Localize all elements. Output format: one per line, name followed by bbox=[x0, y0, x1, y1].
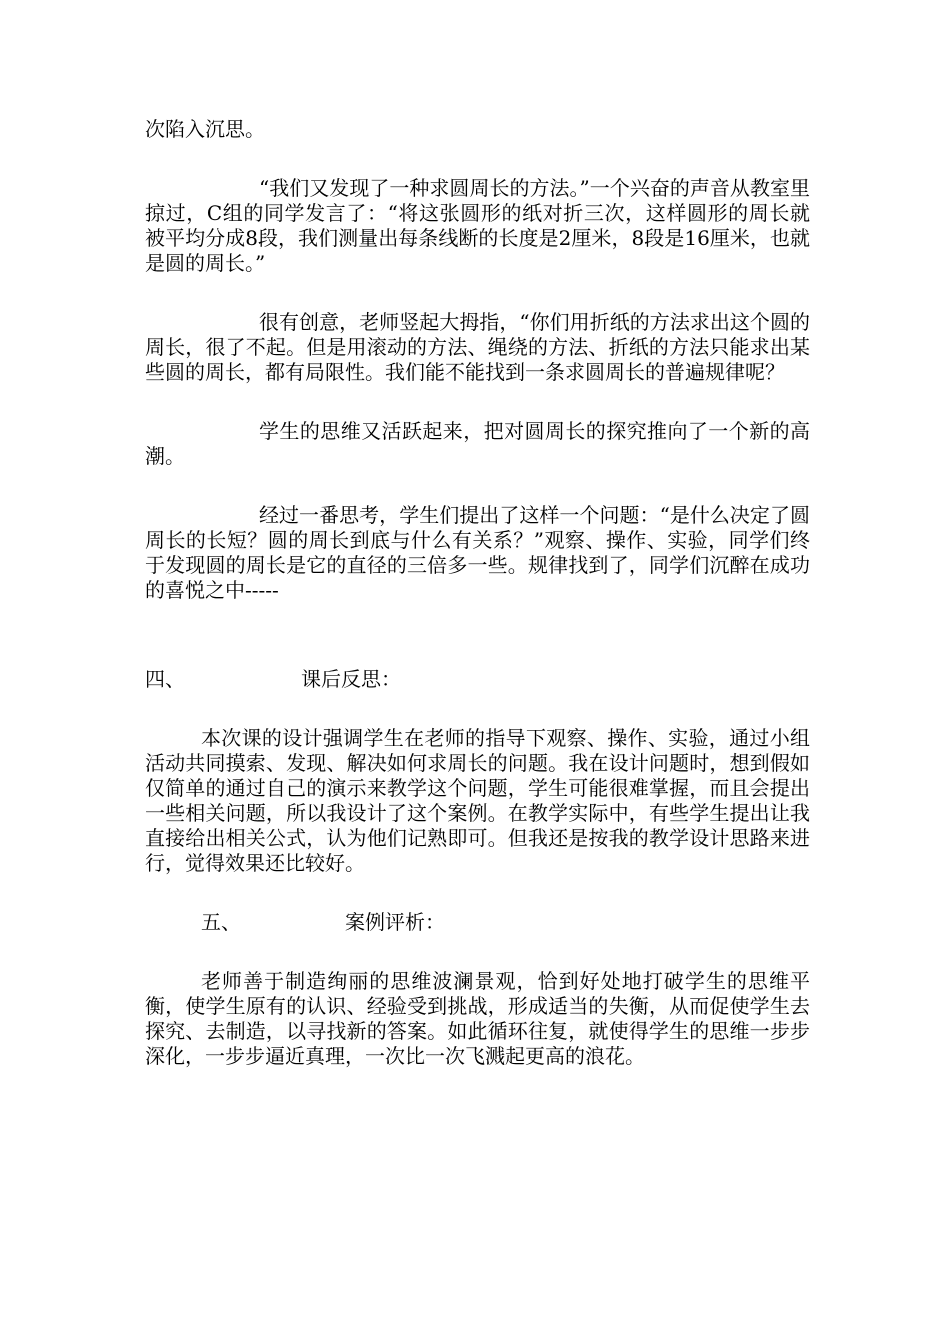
section-heading-analysis bbox=[145, 910, 810, 935]
section-number: 四、 bbox=[145, 667, 185, 691]
paragraph-c-group-method: “我们又发现了一种求圆周长的方法。”一个兴奋的声音从教室里掠过，C组的同学发言了：“将这张圆形的纸对折三次，这样圆形的周长就被平均分成8段，我们测量出每条线断的长度是2厘米，8段是16厘米，也就是圆的周长。” bbox=[145, 176, 810, 275]
section-heading-reflection bbox=[145, 667, 810, 692]
paragraph-teacher-praise: 很有创意，老师竖起大拇指，“你们用折纸的方法求出这个圆的周长，很了不起。但是用滚动的方法、绳绕的方法、折纸的方法只能求出某些圆的周长，都有局限性。我们能不能找到一条求圆周长的普遍规律呢？ bbox=[145, 310, 810, 384]
document-body bbox=[145, 117, 810, 1103]
paragraph-reflection: 本次课的设计强调学生在老师的指导下观察、操作、实验，通过小组活动共同摸索、发现、解决如何求周长的问题。我在设计问题时，想到假如仅简单的通过自己的演示来教学这个问题，学生可能很难掌握，而且会提出一些相关问题，所以我设计了这个案例。在教学实际中，有些学生提出让我直接给出相关公式，认为他们记熟即可。但我还是按我的教学设计思路来进行，觉得效果还比较好。 bbox=[145, 726, 810, 875]
section-number: 五、 bbox=[201, 910, 241, 934]
section-title: 课后反思： bbox=[301, 667, 401, 691]
paragraph-continuation: 次陷入沉思。 bbox=[145, 117, 265, 141]
paragraph-discovery: 经过一番思考，学生们提出了这样一个问题：“是什么决定了圆周长的长短？圆的周长到底与什么有关系？”观察、操作、实验，同学们终于发现圆的周长是它的直径的三倍多一些。规律找到了，同学们沉醉在成功的喜悦之中----- bbox=[145, 503, 810, 602]
paragraph-new-climax: 学生的思维又活跃起来，把对圆周长的探究推向了一个新的高潮。 bbox=[145, 419, 810, 468]
paragraph-analysis: 老师善于制造绚丽的思维波澜景观，恰到好处地打破学生的思维平衡，使学生原有的认识、经验受到挑战，形成适当的失衡，从而促使学生去探究、去制造，以寻找新的答案。如此循环往复，就使得学生的思维一步步深化，一步步逼近真理，一次比一次飞溅起更高的浪花。 bbox=[145, 969, 810, 1068]
spacer bbox=[145, 637, 810, 667]
section-title: 案例评析： bbox=[345, 910, 445, 934]
